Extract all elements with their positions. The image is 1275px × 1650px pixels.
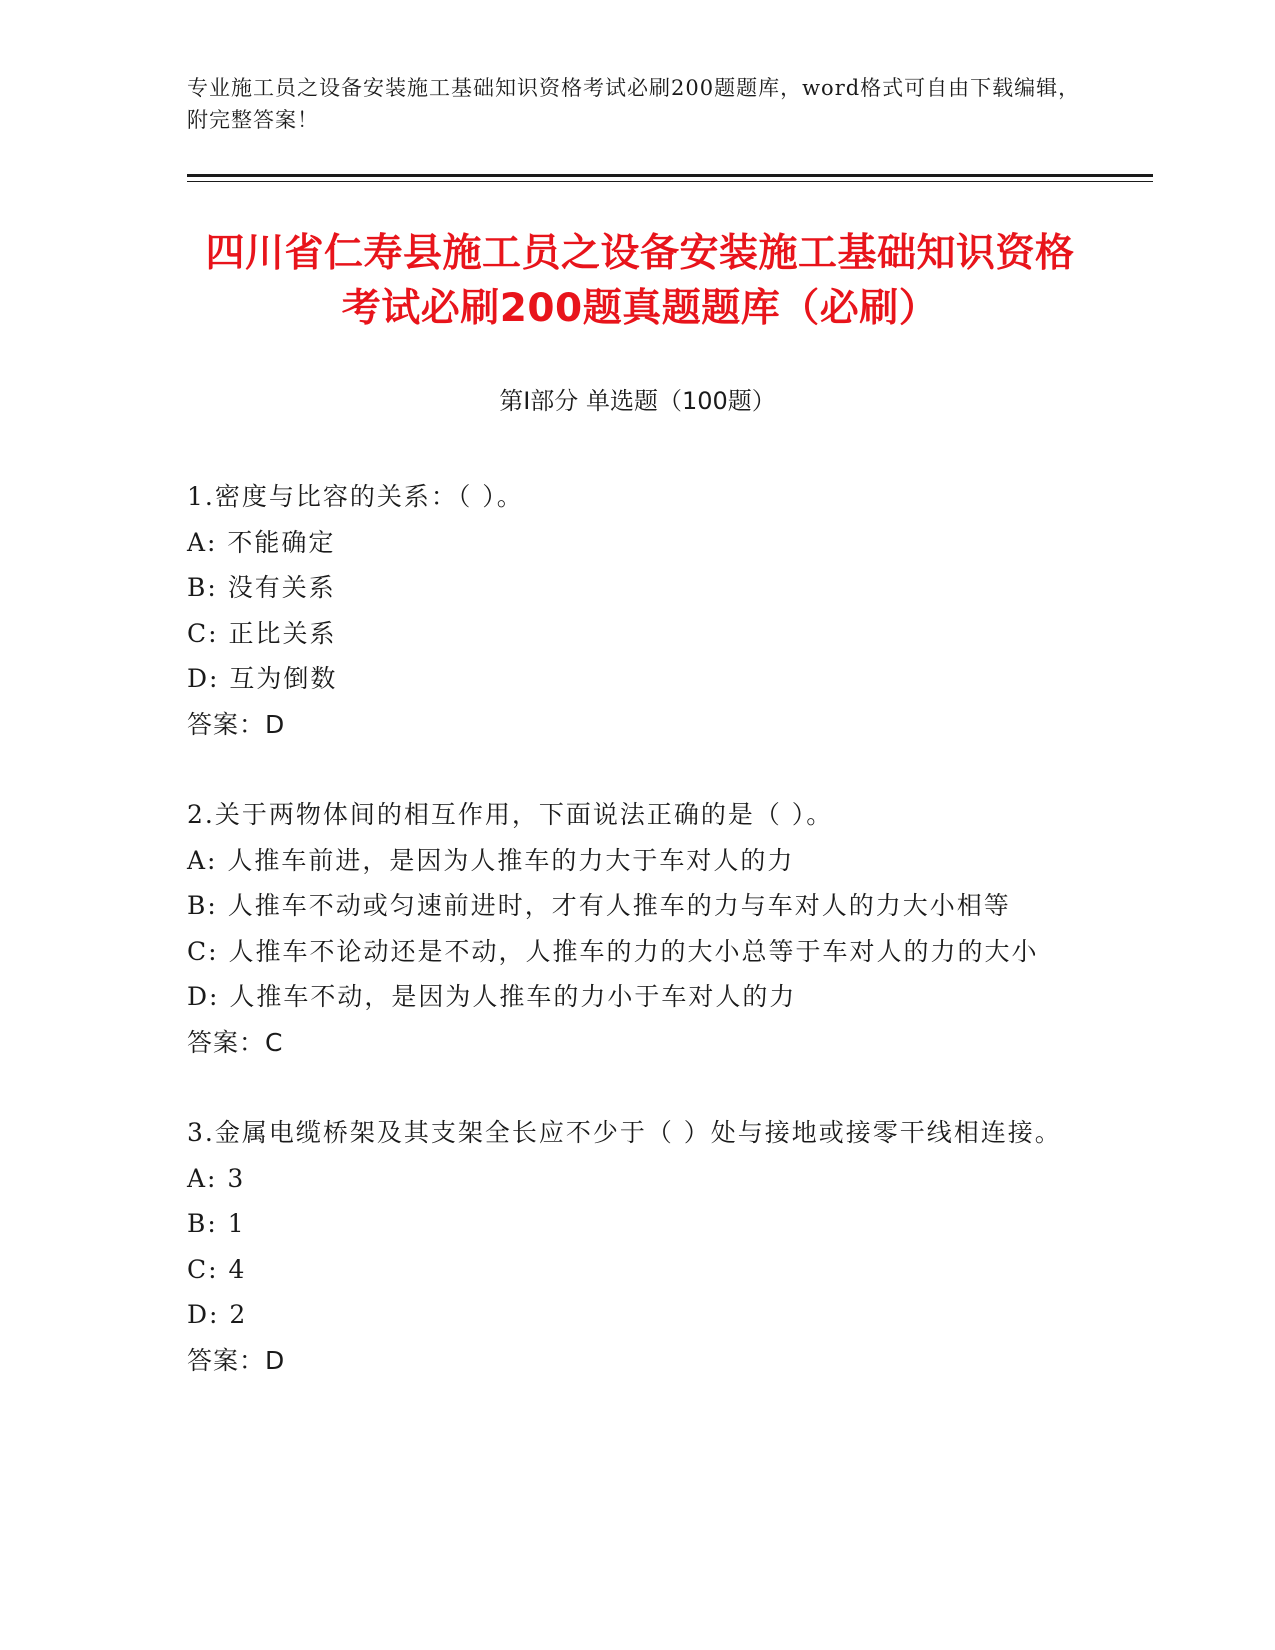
option-c: C: 人推车不论动还是不动，人推车的力的大小总等于车对人的力的大小 (187, 936, 1039, 966)
option-b: B: 人推车不动或匀速前进时，才有人推车的力与车对人的力大小相等 (187, 891, 1011, 920)
answer: 答案：D (187, 709, 286, 739)
option-a: A: 人推车前进，是因为人推车的力大于车对人的力 (187, 845, 795, 875)
question-3 (187, 1110, 1077, 1383)
section-heading: 第I部分 单选题（100题） (499, 387, 776, 415)
question-spacer (187, 1065, 1077, 1110)
question-stem: 2.关于两物体间的相互作用，下面说法正确的是（ ）。 (187, 800, 834, 829)
question-stem: 1.密度与比容的关系：（ ）。 (187, 482, 524, 511)
option-d: D: 人推车不动，是因为人推车的力小于车对人的力 (187, 982, 797, 1011)
option-c: C: 4 (187, 1254, 247, 1284)
question-1 (187, 474, 1077, 747)
answer: 答案：C (187, 1027, 284, 1057)
option-a: A: 不能确定 (187, 527, 336, 557)
option-a: A: 3 (187, 1163, 246, 1193)
header-note: 专业施工员之设备安装施工基础知识资格考试必刷200题题库，word格式可自由下载编辑，附完整答案！ (187, 76, 1081, 132)
question-list (187, 474, 1077, 1383)
option-b: B: 1 (187, 1209, 246, 1238)
option-b: B: 没有关系 (187, 573, 336, 602)
header-rule-thick (187, 174, 1153, 177)
option-d: D: 2 (187, 1300, 248, 1329)
answer: 答案：D (187, 1345, 286, 1375)
option-d: D: 互为倒数 (187, 664, 338, 693)
question-stem: 3.金属电缆桥架及其支架全长应不少于（ ）处与接地或接零干线相连接。 (187, 1118, 1062, 1147)
document-title: 四川省仁寿县施工员之设备安装施工基础知识资格考试必刷200题真题题库（必刷） (205, 231, 1075, 331)
question-spacer (187, 747, 1077, 792)
header-rule-thin (187, 181, 1153, 182)
question-2 (187, 792, 1077, 1065)
option-c: C: 正比关系 (187, 618, 337, 648)
